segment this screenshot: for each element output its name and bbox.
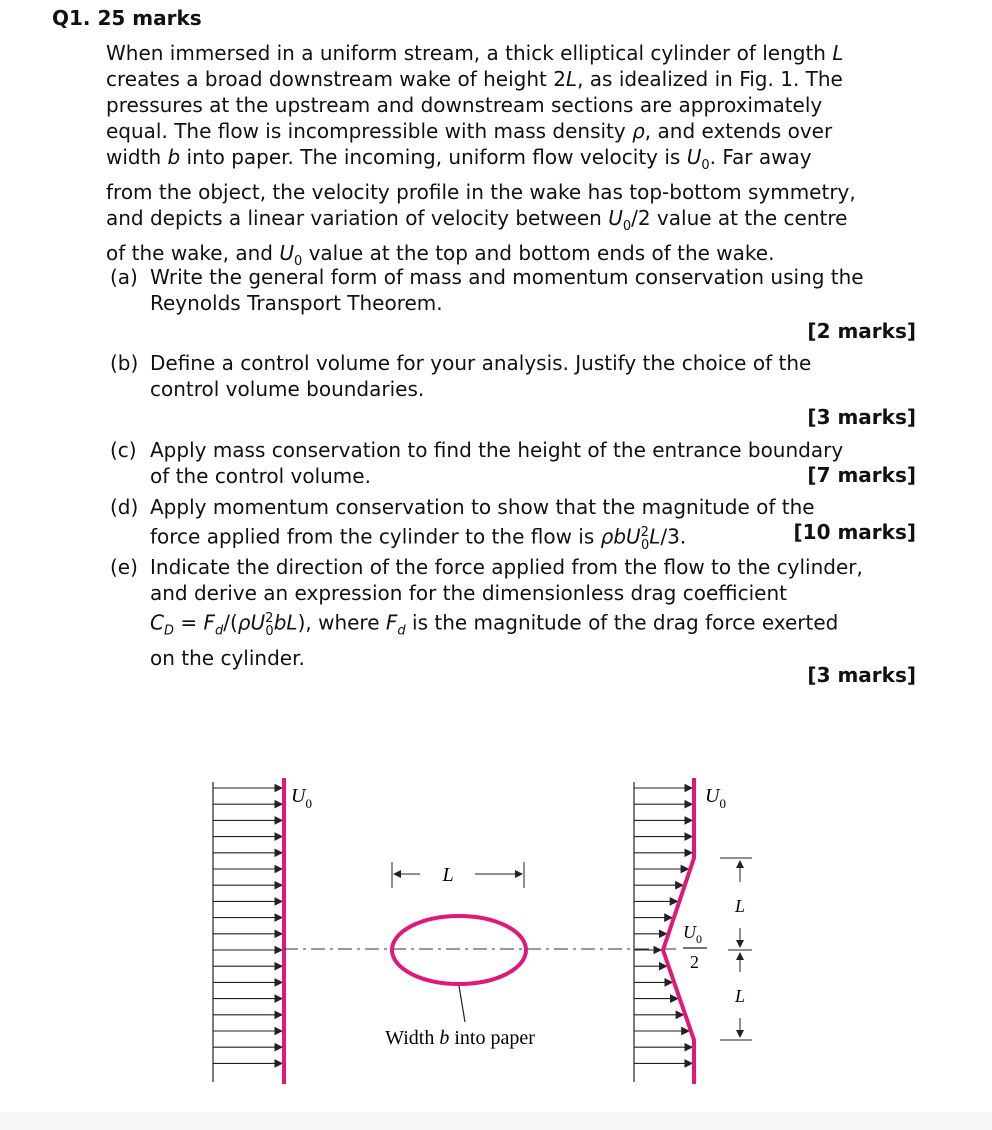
- half-u0-denominator: 2: [690, 952, 699, 972]
- part-d: (d) Apply momentum conservation to show that the magnitude of the force applied from the cylinder to the flow is ρbU$^2_0$L/3.: [110, 495, 815, 553]
- part-a-marks: [2 marks]: [807, 319, 916, 343]
- elliptical-cylinder: [392, 916, 526, 984]
- part-e-marks: [3 marks]: [807, 663, 916, 687]
- upstream-u0-label: $U_0$: [291, 785, 312, 811]
- part-label: (d): [110, 495, 139, 519]
- question-heading: Q1. 25 marks: [52, 6, 202, 30]
- length-l-label: L: [442, 864, 454, 886]
- downstream-u0-label: $U_0$: [705, 785, 726, 811]
- part-label: (a): [110, 265, 138, 289]
- upper-l-label: L: [734, 896, 746, 916]
- problem-statement: When immersed in a uniform stream, a thick elliptical cylinder of length L creates a broad downstream wake of height 2L, as idealized in Fig. 1. The pressures at the upstream and downstream sections are approximately equal. The flow is incompressible with mass density ρ, and extends over width b into paper. The incoming, uniform flow velocity is $U_0$. Far away from the object, the velocity profile in the wake has top-bottom symmetry, and depicts a linear variation of velocity between $U_0/2$ value at the centre of the wake, and $U_0$ value at the top and bottom ends of the wake.: [106, 41, 856, 269]
- part-b: (b) Define a control volume for your analysis. Justify the choice of the control volume boundaries.: [110, 351, 812, 401]
- half-u0-numerator: $U_0$: [683, 922, 702, 946]
- wake-figure: [0, 770, 992, 1090]
- lower-l-label: L: [734, 986, 746, 1006]
- width-leader-line: [459, 986, 465, 1022]
- downstream-velocity-profile: [634, 778, 726, 1084]
- cylinder-length-dimension: [392, 862, 524, 888]
- part-e: (e) Indicate the direction of the force applied from the flow to the cylinder, and derive an expression for the dimensionless drag coefficient $C_D = F_d/(\rho U^2_0bL)$, where $F_d$ is the magnitude of the drag force exerted on the cylinder.: [110, 555, 863, 670]
- upstream-velocity-profile: [213, 778, 312, 1084]
- wake-height-dimension: [720, 858, 752, 1040]
- width-note: Width b into paper: [385, 1027, 535, 1049]
- part-label: (c): [110, 438, 137, 462]
- part-a: (a) Write the general form of mass and momentum conservation using the Reynolds Transport Theorem.: [110, 265, 864, 315]
- part-label: (b): [110, 351, 139, 375]
- part-b-marks: [3 marks]: [807, 405, 916, 429]
- part-c: (c) Apply mass conservation to find the height of the entrance boundary of the control volume.: [110, 438, 844, 488]
- part-label: (e): [110, 555, 138, 579]
- upstream-arrows: [213, 788, 282, 1063]
- part-d-marks: [10 marks]: [793, 520, 916, 544]
- part-c-marks: [7 marks]: [807, 463, 916, 487]
- page-footer-band: [0, 1112, 992, 1130]
